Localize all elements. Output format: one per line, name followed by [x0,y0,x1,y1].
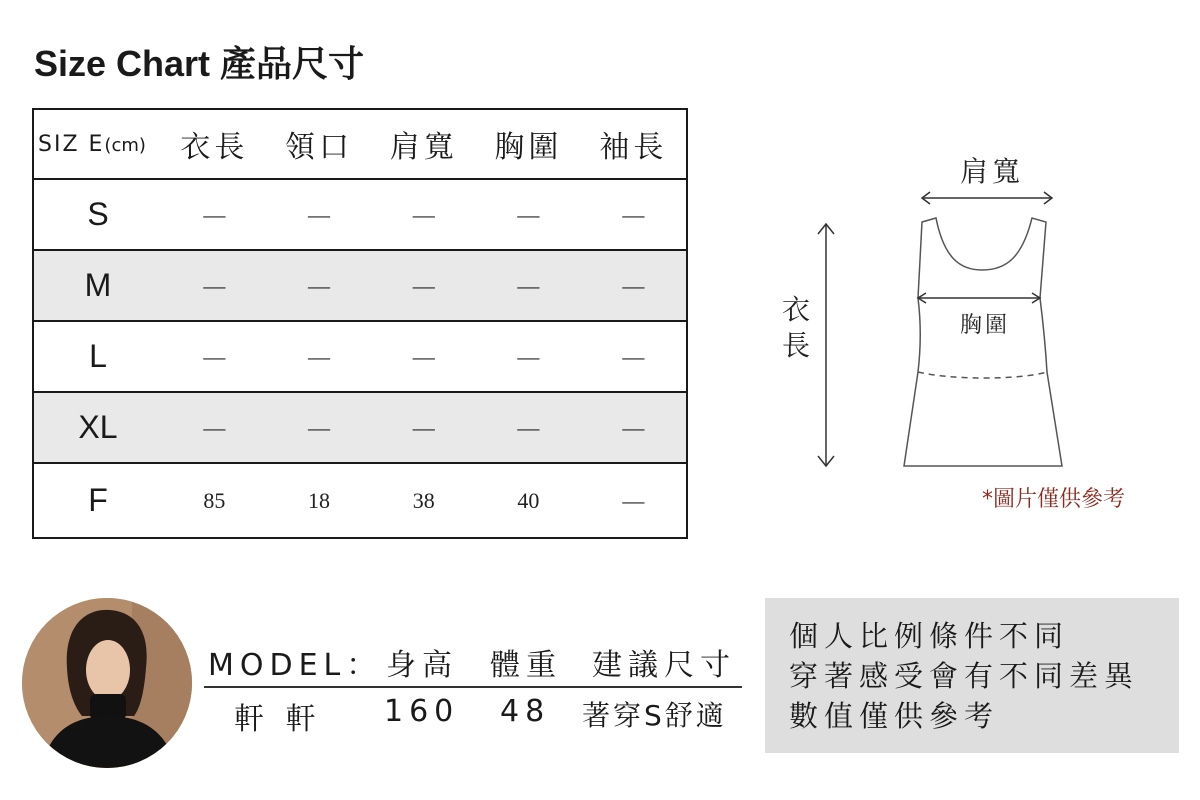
header-length: 衣長 [180,130,249,165]
size-label: M [84,267,112,303]
chest-arrow [918,293,1040,303]
model-height: 160 [384,694,460,729]
notice-line: 個人比例條件不同 [789,619,1070,653]
table-cell: — [412,272,435,298]
table-cell: — [412,414,435,440]
header-shoulder: 肩寬 [389,130,458,165]
shoulder-label: 肩寬 [960,155,1025,188]
header-size [33,109,162,179]
height-header: 身高 [386,648,458,683]
notice-box [765,598,1179,753]
size-label: XL [78,409,118,445]
table-cell: — [622,201,645,227]
length-label: 衣長 [782,293,811,362]
notice-line: 數值僅供參考 [789,699,1000,733]
table-cell: — [622,414,645,440]
header-sleeve: 袖長 [599,130,668,165]
notice-line: 穿著感受會有不同差異 [789,659,1140,693]
size-label: F [88,482,108,518]
header-unit-label: (cm) [104,134,146,156]
chest-label: 胸圍 [960,313,1011,338]
size-label: L [89,338,107,374]
model-photo [22,598,192,768]
reference-note: *圖片僅供參考 [982,487,1126,512]
size-table [32,108,688,539]
length-arrow [818,224,834,466]
table-cell: — [517,414,540,440]
table-cell: — [517,343,540,369]
table-cell: — [308,201,331,227]
table-cell: — [517,201,540,227]
table-cell: 85 [203,487,226,513]
table-cell: — [203,343,226,369]
header-size-label: SIZ E [38,131,105,157]
table-header-row [33,109,687,179]
size-label: S [87,196,109,232]
table-cell: — [308,343,331,369]
table-cell: — [622,343,645,369]
shoulder-arrow [922,192,1052,204]
table-cell: — [517,272,540,298]
table-row [33,321,687,392]
table-row [33,463,687,538]
table-cell: — [203,414,226,440]
model-avatar [22,598,192,768]
table-cell: — [622,487,645,513]
model-weight: 48 [500,694,551,729]
page-title: Size Chart 產品尺寸 [34,43,365,84]
table-cell: 40 [517,487,540,513]
table-cell: — [412,343,435,369]
table-row [33,179,687,250]
table-cell: — [203,272,226,298]
model-suggestion: 著穿S舒適 [582,699,727,732]
header-neck: 領口 [285,130,354,165]
model-divider [204,686,742,688]
table-cell: — [308,414,331,440]
weight-header: 體重 [490,648,562,683]
table-cell: — [203,201,226,227]
garment-diagram [770,140,1190,530]
table-row [33,392,687,463]
table-cell: 38 [412,487,435,513]
table-row [33,250,687,321]
model-name: 軒 軒 [234,702,322,737]
table-cell: — [308,272,331,298]
size-suggestion-header: 建議尺寸 [592,648,736,683]
table-cell: 18 [308,487,331,513]
model-label: MODEL： [208,648,383,683]
table-cell: — [412,201,435,227]
table-cell: — [622,272,645,298]
header-chest: 胸圍 [494,130,563,165]
garment-outline [904,218,1062,466]
